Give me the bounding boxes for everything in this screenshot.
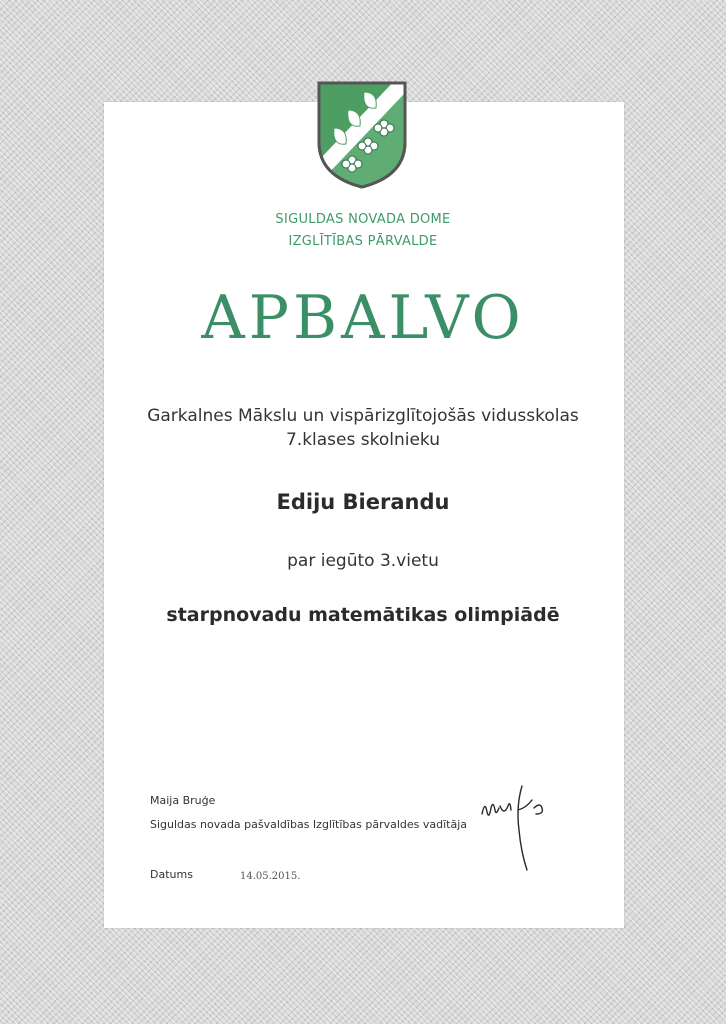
date-label: Datums: [150, 868, 193, 881]
organization-line-1: SIGULDAS NOVADA DOME: [275, 212, 451, 227]
handwritten-signature: [478, 780, 556, 876]
recipient-name: Ediju Bierandu: [276, 490, 450, 514]
school-line-1: Garkalnes Mākslu un vispārizglītojošās vidusskolas: [147, 406, 579, 426]
signatory-role: Siguldas novada pašvaldības Izglītības pārvaldes vadītāja: [150, 818, 468, 831]
coat-of-arms-icon: [316, 80, 408, 190]
achievement-place: par iegūto 3.vietu: [287, 551, 439, 571]
signatory-name: Maija Bruģe: [150, 794, 216, 807]
school-line-2: 7.klases skolnieku: [285, 430, 441, 450]
date-value: 14.05.2015.: [240, 871, 301, 882]
organization-line-2: IZGLĪTĪBAS PĀRVALDE: [288, 234, 438, 249]
certificate-title: APBALVO: [201, 283, 525, 353]
achievement-event: starpnovadu matemātikas olimpiādē: [166, 604, 560, 626]
